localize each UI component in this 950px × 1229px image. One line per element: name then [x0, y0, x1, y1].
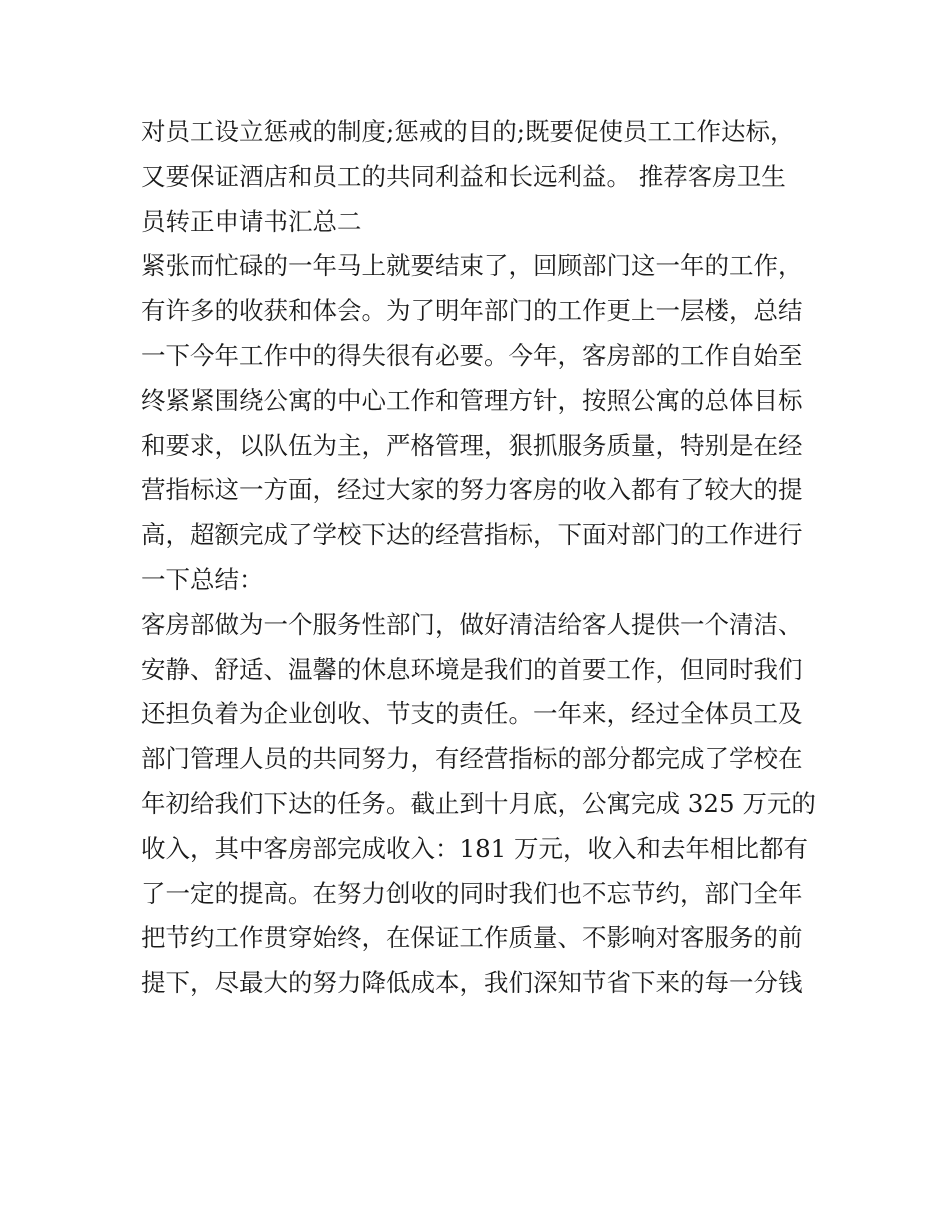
text-line: 一下今年工作中的得失很有必要。今年，客房部的工作自始至	[141, 340, 803, 370]
text-line: 客房部做为一个服务性部门，做好清洁给客人提供一个清洁、	[141, 609, 803, 639]
text-line: 年初给我们下达的任务。截止到十月底，公寓完成 325 万元的	[141, 788, 816, 818]
text-line: 了一定的提高。在努力创收的同时我们也不忘节约，部门全年	[141, 878, 803, 908]
text-line: 高，超额完成了学校下达的经营指标，下面对部门的工作进行	[141, 520, 803, 550]
text-line: 营指标这一方面，经过大家的努力客房的收入都有了较大的提	[141, 475, 803, 505]
text-line: 有许多的收获和体会。为了明年部门的工作更上一层楼，总结	[141, 296, 803, 326]
text-line: 紧张而忙碌的一年马上就要结束了，回顾部门这一年的工作，	[141, 251, 803, 281]
text-line: 收入，其中客房部完成收入：181 万元，收入和去年相比都有	[141, 833, 809, 863]
text-line: 终紧紧围绕公寓的中心工作和管理方针，按照公寓的总体目标	[141, 385, 803, 415]
text-line: 一下总结：	[141, 564, 264, 594]
text-line: 和要求，以队伍为主，严格管理，狠抓服务质量，特别是在经	[141, 430, 803, 460]
text-line: 员转正申请书汇总二	[141, 206, 362, 236]
text-line: 又要保证酒店和员工的共同利益和长远利益。 推荐客房卫生	[141, 161, 786, 191]
text-line: 部门管理人员的共同努力，有经营指标的部分都完成了学校在	[141, 744, 803, 774]
text-line: 把节约工作贯穿始终，在保证工作质量、不影响对客服务的前	[141, 923, 803, 953]
text-line: 对员工设立惩戒的制度;惩戒的目的;既要促使员工工作达标，	[141, 117, 795, 146]
text-line: 提下，尽最大的努力降低成本，我们深知节省下来的每一分钱	[141, 968, 803, 998]
text-line: 还担负着为企业创收、节支的责任。一年来，经过全体员工及	[141, 699, 803, 729]
text-line: 安静、舒适、温馨的休息环境是我们的首要工作，但同时我们	[141, 654, 803, 684]
document-body	[141, 110, 821, 1006]
